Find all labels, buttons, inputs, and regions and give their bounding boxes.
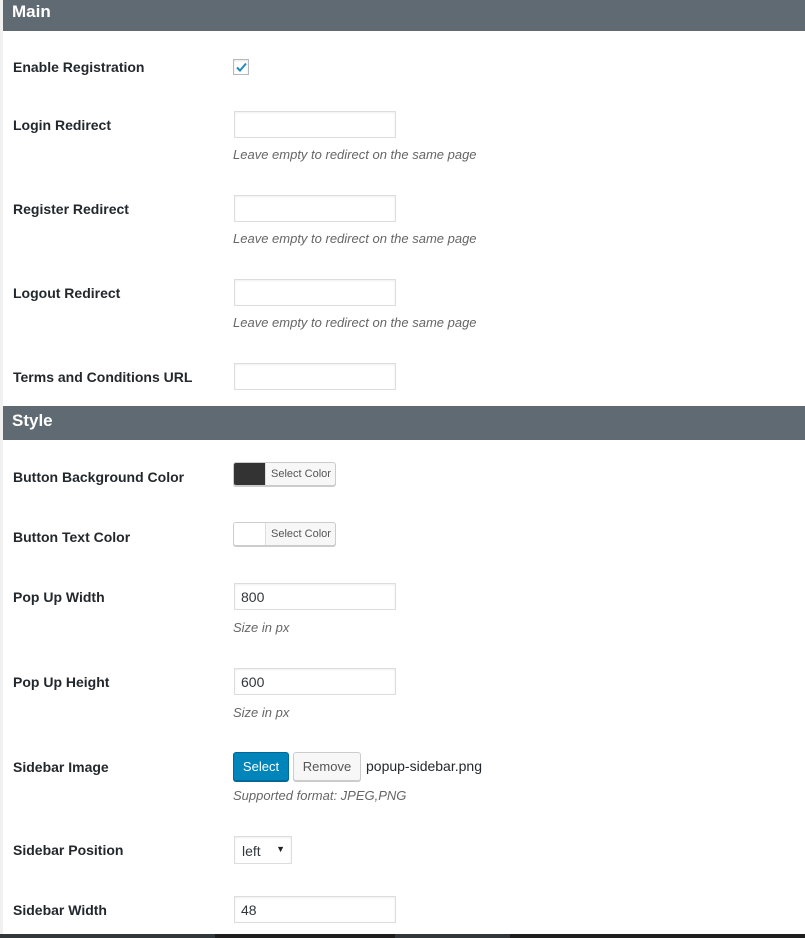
popup-height-input[interactable] [234, 668, 396, 695]
color-swatch [234, 463, 265, 485]
sidebar-position-label: Sidebar Position [13, 842, 124, 858]
sidebar-image-description: Supported format: JPEG,PNG [233, 788, 407, 803]
login-redirect-input[interactable] [234, 111, 396, 138]
scrollbar-segment [510, 934, 805, 938]
left-edge [0, 0, 3, 938]
terms-url-input[interactable] [234, 363, 396, 390]
enable-registration-label: Enable Registration [13, 59, 145, 75]
popup-height-label: Pop Up Height [13, 674, 110, 690]
sidebar-width-input[interactable] [234, 896, 396, 923]
button-bg-color-label: Button Background Color [13, 469, 185, 485]
terms-url-label: Terms and Conditions URL [13, 369, 193, 385]
section-title: Main [12, 2, 51, 21]
section-title: Style [12, 411, 53, 430]
dropdown-arrow-icon: ▼ [276, 844, 285, 854]
scrollbar-segment [215, 934, 395, 938]
sidebar-position-value: left [242, 843, 261, 859]
popup-height-description: Size in px [233, 705, 290, 720]
register-redirect-description: Leave empty to redirect on the same page [233, 231, 477, 246]
sidebar-image-filename: popup-sidebar.png [366, 758, 482, 774]
logout-redirect-label: Logout Redirect [13, 285, 121, 301]
logout-redirect-input[interactable] [234, 279, 396, 306]
sidebar-width-label: Sidebar Width [13, 902, 107, 918]
color-swatch [234, 523, 265, 545]
popup-width-input[interactable] [234, 583, 396, 610]
button-text-color-label: Button Text Color [13, 529, 131, 545]
section-header-style [3, 406, 805, 440]
popup-width-description: Size in px [233, 620, 290, 635]
button-bg-color-picker[interactable] [233, 462, 336, 486]
remove-image-button[interactable]: Remove [293, 752, 361, 781]
popup-width-label: Pop Up Width [13, 589, 105, 605]
sidebar-position-select[interactable] [234, 836, 292, 864]
button-text-color-picker[interactable] [233, 522, 336, 546]
sidebar-image-label: Sidebar Image [13, 759, 109, 775]
section-header-main [3, 0, 805, 31]
checkmark-icon [235, 61, 248, 74]
select-color-label: Select Color [265, 463, 336, 485]
login-redirect-label: Login Redirect [13, 117, 112, 133]
select-image-button[interactable]: Select [233, 752, 289, 781]
select-color-label: Select Color [265, 523, 336, 545]
register-redirect-label: Register Redirect [13, 201, 129, 217]
logout-redirect-description: Leave empty to redirect on the same page [233, 315, 477, 330]
bottom-scrollbar [0, 934, 805, 938]
register-redirect-input[interactable] [234, 195, 396, 222]
enable-registration-checkbox[interactable] [233, 59, 249, 75]
login-redirect-description: Leave empty to redirect on the same page [233, 147, 477, 162]
